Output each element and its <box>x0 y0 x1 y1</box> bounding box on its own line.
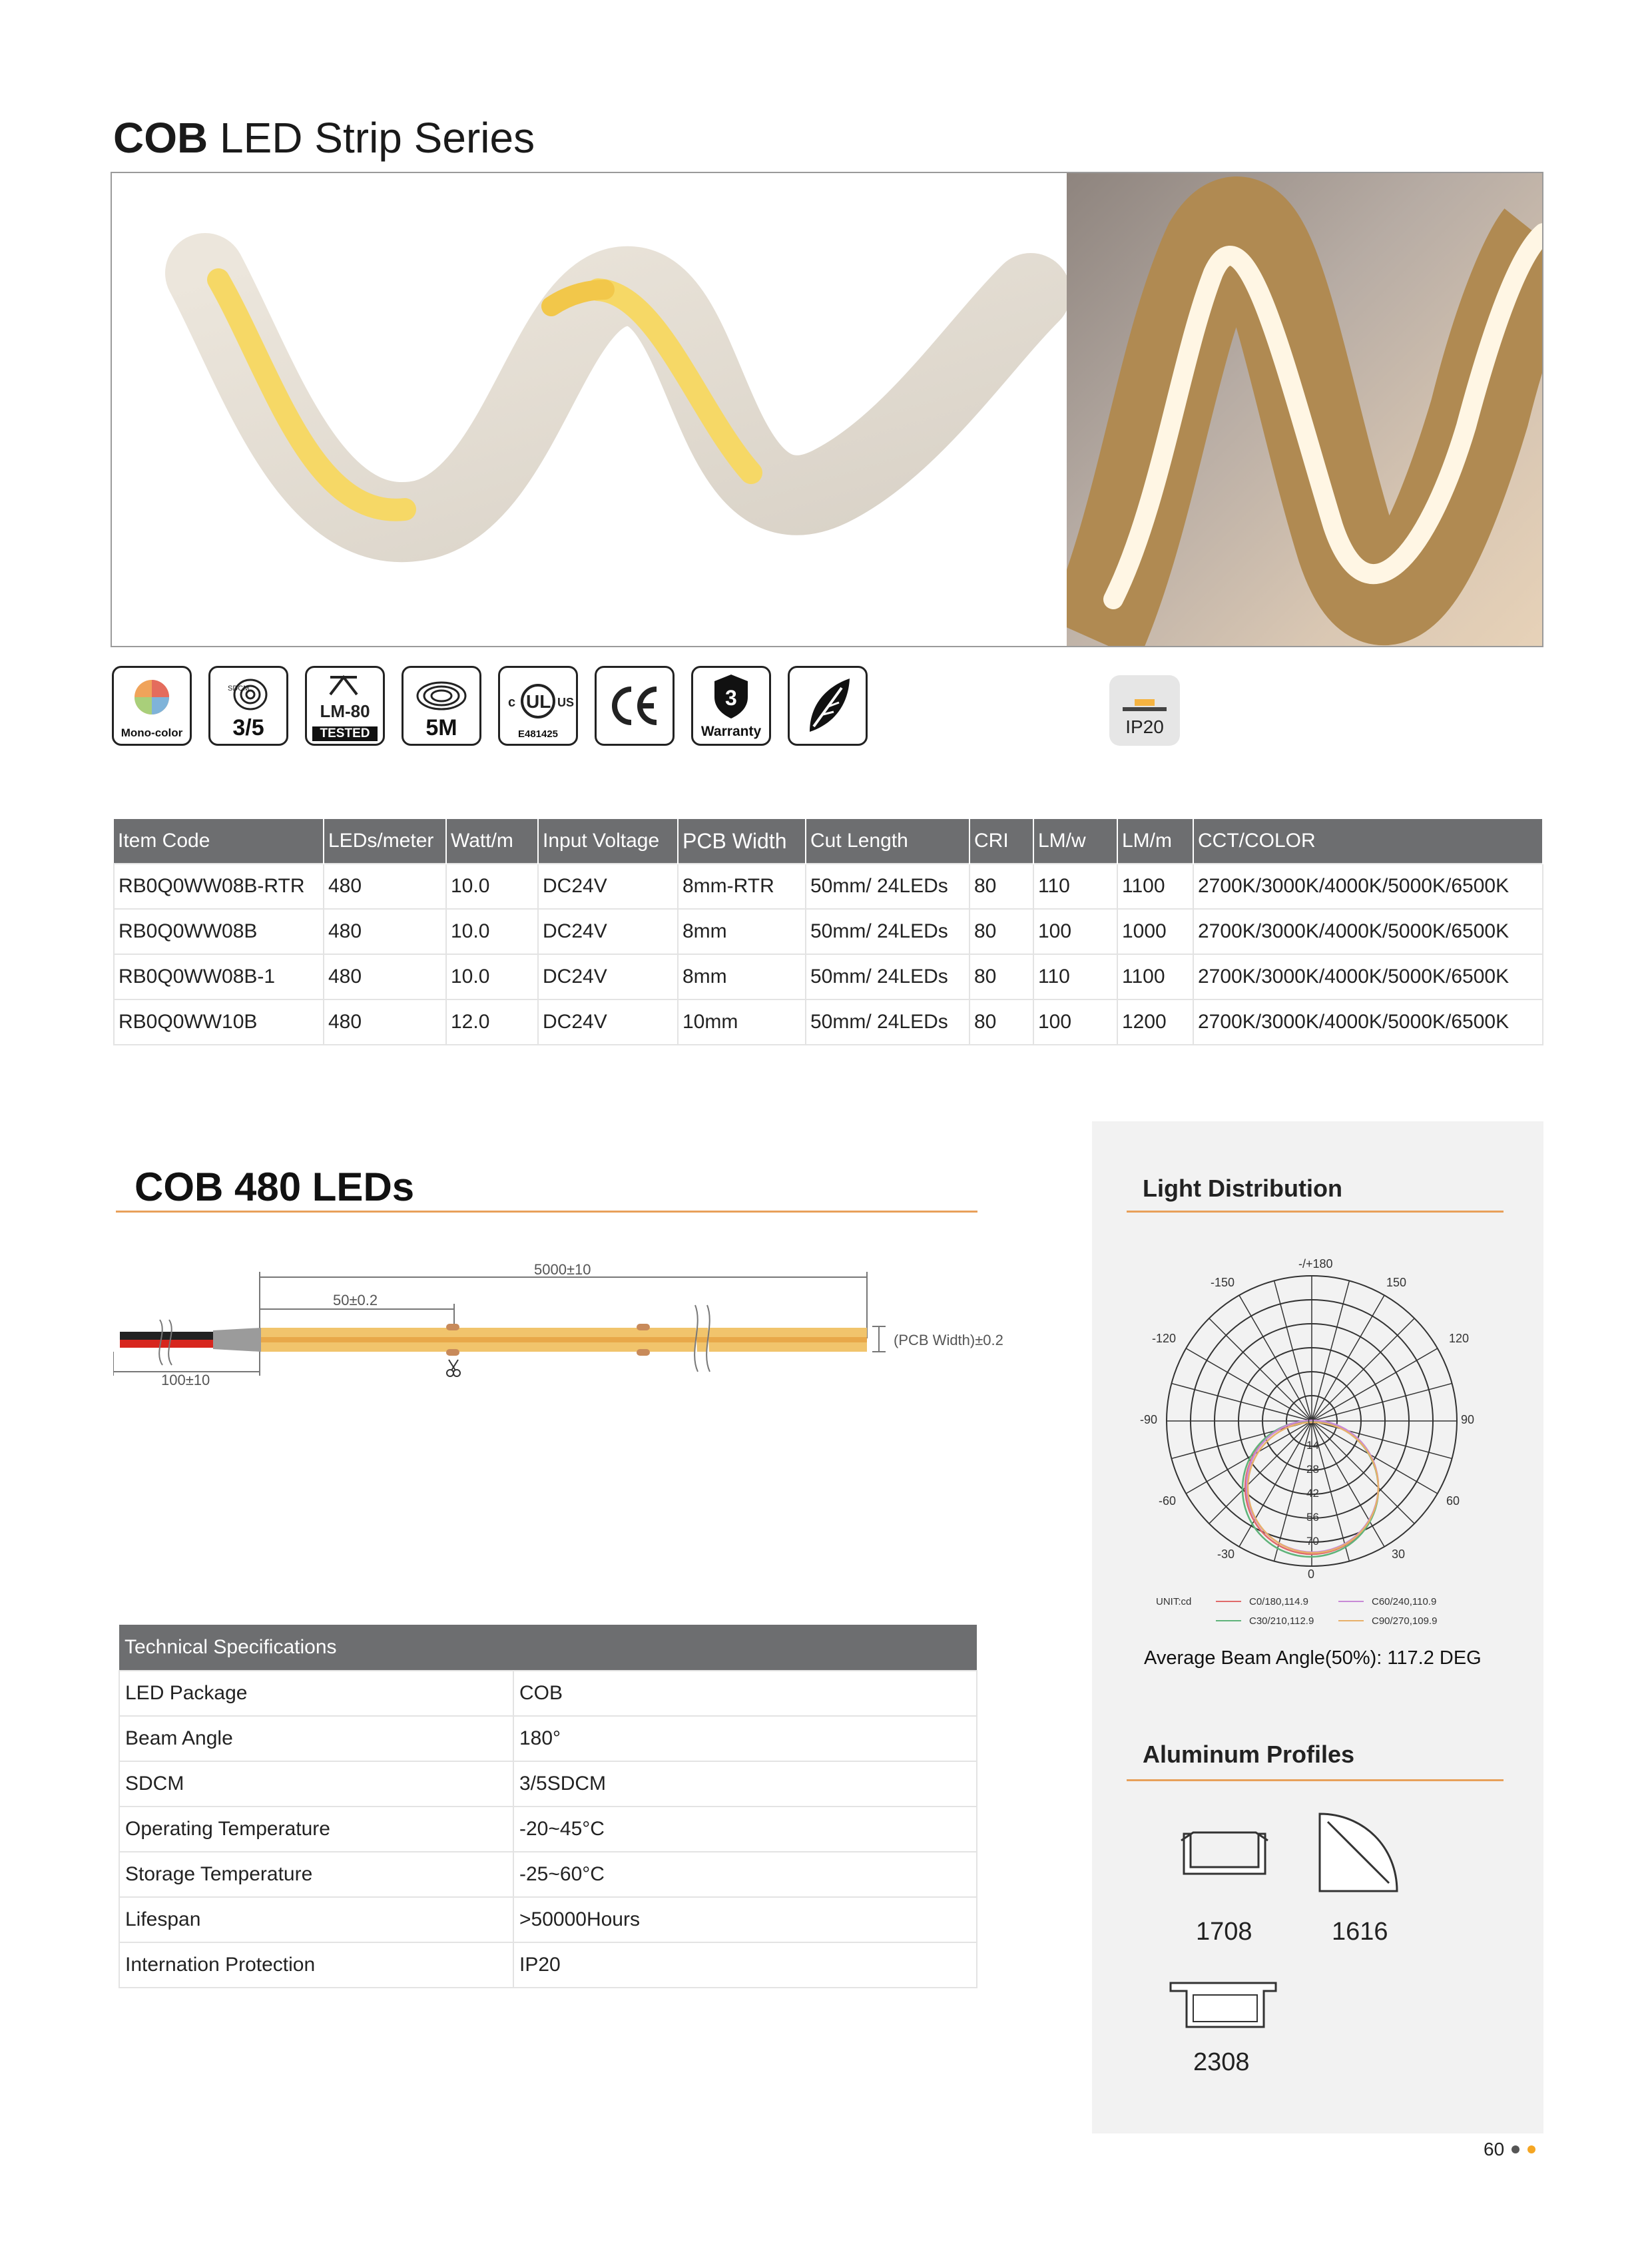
spec-key: Operating Temperature <box>119 1807 513 1852</box>
warranty-badge: 3 Warranty <box>691 666 771 746</box>
strip-bar-icon <box>1123 707 1167 711</box>
table-row <box>119 1942 977 1988</box>
cell: 2700K/3000K/4000K/5000K/6500K <box>1193 999 1543 1045</box>
polar-spoke <box>1186 1421 1312 1494</box>
cell: 110 <box>1033 954 1117 999</box>
profile-label: 1616 <box>1332 1918 1388 1946</box>
legend-c90: C90/270,109.9 <box>1372 1615 1438 1627</box>
cell: RB0Q0WW08B-1 <box>114 954 324 999</box>
legend-c60: C60/240,110.9 <box>1372 1596 1437 1607</box>
col-lmw: LM/w <box>1033 819 1117 864</box>
cell: 10.0 <box>446 909 538 954</box>
cell: 8mm <box>678 954 806 999</box>
lead-length-label: 100±10 <box>161 1372 210 1388</box>
cell: 110 <box>1033 864 1117 909</box>
cell: 100 <box>1033 909 1117 954</box>
polar-spoke <box>1312 1295 1384 1421</box>
profile-2308-icon <box>1167 1974 1280 2040</box>
pcb-width-label: (PCB Width)±0.2 <box>894 1332 1003 1348</box>
spec-value: -25~60°C <box>513 1852 977 1897</box>
cell: 50mm/ 24LEDs <box>806 909 969 954</box>
svg-text:US: US <box>557 696 575 709</box>
table-row <box>114 864 1543 909</box>
cell: 1000 <box>1117 909 1193 954</box>
color-wheel-icon <box>135 680 169 714</box>
cell: 480 <box>324 999 446 1045</box>
legend-c30: C30/210,112.9 <box>1249 1615 1314 1627</box>
polar-spoke <box>1209 1318 1312 1421</box>
angle-label: 120 <box>1449 1332 1470 1345</box>
angle-label: -120 <box>1152 1332 1177 1345</box>
leaf-badge <box>788 666 868 746</box>
cell: 80 <box>969 954 1033 999</box>
mono-color-badge: Mono-color <box>112 666 192 746</box>
col-input-voltage: Input Voltage <box>538 819 678 864</box>
table-row <box>114 954 1543 999</box>
tech-specs-title: Technical Specifications <box>119 1625 977 1671</box>
ul-icon <box>508 685 574 717</box>
table-row <box>119 1761 977 1807</box>
polar-spoke <box>1312 1421 1384 1547</box>
product-hero-image <box>111 172 1543 647</box>
spec-key: SDCM <box>119 1761 513 1807</box>
aluminum-profiles-divider <box>1127 1779 1504 1781</box>
radial-label: 28 <box>1306 1463 1319 1476</box>
spec-key: Beam Angle <box>119 1716 513 1761</box>
cell: 8mm <box>678 909 806 954</box>
total-length-label: 5000±10 <box>534 1261 591 1278</box>
cell: 1200 <box>1117 999 1193 1045</box>
table-row <box>119 1897 977 1942</box>
page-dot-gray <box>1512 2145 1519 2153</box>
page-dot-orange <box>1527 2145 1535 2153</box>
profile-1616-icon <box>1313 1807 1406 1900</box>
polar-spoke <box>1312 1318 1414 1421</box>
section-title: COB 480 LEDs <box>135 1165 415 1209</box>
spec-value: -20~45°C <box>513 1807 977 1852</box>
table-header-row <box>114 819 1543 864</box>
col-cct: CCT/COLOR <box>1193 819 1543 864</box>
cell: 10.0 <box>446 864 538 909</box>
col-watt: Watt/m <box>446 819 538 864</box>
table-row <box>114 909 1543 954</box>
sdcm-icon-text: SDCM <box>228 685 250 693</box>
product-spec-table <box>113 819 1543 1045</box>
table-header-row <box>119 1625 977 1671</box>
profile-label: 2308 <box>1193 2048 1250 2076</box>
cell: RB0Q0WW08B <box>114 909 324 954</box>
cell: 80 <box>969 999 1033 1045</box>
spec-key: Internation Protection <box>119 1942 513 1988</box>
segment-length-label: 50±0.2 <box>333 1292 378 1308</box>
col-cut-length: Cut Length <box>806 819 969 864</box>
cell: 2700K/3000K/4000K/5000K/6500K <box>1193 954 1543 999</box>
cell: 100 <box>1033 999 1117 1045</box>
angle-label: -30 <box>1217 1547 1235 1561</box>
table-row <box>119 1671 977 1716</box>
col-pcb-width: PCB Width <box>678 819 806 864</box>
profile-1708-icon <box>1179 1821 1272 1887</box>
cell: 12.0 <box>446 999 538 1045</box>
spec-value: >50000Hours <box>513 1897 977 1942</box>
spec-key: Lifespan <box>119 1897 513 1942</box>
table-row <box>119 1852 977 1897</box>
page-title: COB LED Strip Series <box>113 114 535 162</box>
ip20-badge: IP20 <box>1109 675 1180 746</box>
col-leds-meter: LEDs/meter <box>324 819 446 864</box>
polar-spoke <box>1239 1421 1312 1547</box>
light-distribution-title: Light Distribution <box>1143 1175 1342 1202</box>
cell: 80 <box>969 909 1033 954</box>
leaf-icon <box>810 679 850 732</box>
angle-label: -/+180 <box>1298 1257 1333 1270</box>
polar-spoke <box>1312 1421 1438 1494</box>
cell: 1100 <box>1117 864 1193 909</box>
radial-label: 14 <box>1306 1439 1319 1452</box>
table-row <box>119 1716 977 1761</box>
angle-label: -150 <box>1211 1276 1235 1289</box>
cell: DC24V <box>538 954 678 999</box>
reel-badge: 5M <box>402 666 481 746</box>
spec-value: COB <box>513 1671 977 1716</box>
cell: RB0Q0WW08B-RTR <box>114 864 324 909</box>
aluminum-profiles-title: Aluminum Profiles <box>1143 1741 1355 1768</box>
strip-dimension-drawing <box>113 1259 1045 1392</box>
cell: 10.0 <box>446 954 538 999</box>
cell: 80 <box>969 864 1033 909</box>
table-row <box>119 1807 977 1852</box>
profile-label: 1708 <box>1196 1918 1252 1946</box>
cell: DC24V <box>538 999 678 1045</box>
angle-label: -60 <box>1159 1494 1177 1508</box>
cell: 50mm/ 24LEDs <box>806 999 969 1045</box>
polar-spoke <box>1209 1421 1312 1524</box>
wire-leads <box>120 1328 261 1352</box>
table-row <box>114 999 1543 1045</box>
reel-icon <box>417 683 465 709</box>
spec-key: Storage Temperature <box>119 1852 513 1897</box>
angle-label: 150 <box>1386 1276 1407 1289</box>
polar-light-distribution-chart <box>1132 1245 1478 1638</box>
svg-text:c: c <box>508 695 516 710</box>
page-number: 60 <box>1484 2139 1505 2159</box>
polar-spoke <box>1312 1348 1438 1421</box>
cell: 8mm-RTR <box>678 864 806 909</box>
ce-badge <box>595 666 675 746</box>
warranty-years: 3 <box>725 686 737 710</box>
spec-key: LED Package <box>119 1671 513 1716</box>
col-lmm: LM/m <box>1117 819 1193 864</box>
cell: RB0Q0WW10B <box>114 999 324 1045</box>
col-item-code: Item Code <box>114 819 324 864</box>
led-chip-icon <box>1135 699 1155 706</box>
angle-label: 30 <box>1392 1547 1406 1561</box>
radial-label: 0 <box>1308 1415 1314 1428</box>
spec-value: IP20 <box>513 1942 977 1988</box>
ce-icon <box>615 689 657 722</box>
svg-text:UL: UL <box>526 691 551 712</box>
cell: DC24V <box>538 864 678 909</box>
legend-c0: C0/180,114.9 <box>1249 1596 1308 1607</box>
cell: 50mm/ 24LEDs <box>806 864 969 909</box>
ul-badge: UL c US E481425 <box>498 666 578 746</box>
radial-label: 70 <box>1306 1535 1319 1547</box>
angle-label: 60 <box>1446 1494 1460 1508</box>
spec-value: 180° <box>513 1716 977 1761</box>
radial-label: 42 <box>1306 1487 1319 1500</box>
cell: 480 <box>324 954 446 999</box>
cell: 2700K/3000K/4000K/5000K/6500K <box>1193 909 1543 954</box>
cell: 480 <box>324 909 446 954</box>
sdcm-badge: SDCM 3/5 <box>208 666 288 746</box>
radial-label: 56 <box>1306 1511 1319 1524</box>
cell: 50mm/ 24LEDs <box>806 954 969 999</box>
polar-spoke <box>1312 1421 1414 1524</box>
polar-spoke <box>1239 1295 1312 1421</box>
scissors-icon <box>447 1360 460 1376</box>
led-strip-photo-lit <box>1067 173 1543 647</box>
cell: 2700K/3000K/4000K/5000K/6500K <box>1193 864 1543 909</box>
lm80-badge: LM-80 TESTED <box>305 666 385 746</box>
cell: 10mm <box>678 999 806 1045</box>
light-distribution-divider <box>1127 1211 1504 1213</box>
angle-label: 90 <box>1461 1413 1475 1426</box>
angle-label: -90 <box>1140 1413 1158 1426</box>
cell: 480 <box>324 864 446 909</box>
led-strip-photo-left <box>112 173 1067 647</box>
lm80-icon <box>330 677 357 695</box>
legend-unit: UNIT:cd <box>1156 1596 1192 1607</box>
spec-value: 3/5SDCM <box>513 1761 977 1807</box>
section-divider <box>116 1211 977 1213</box>
technical-specifications-table <box>119 1625 977 1988</box>
cell: 1100 <box>1117 954 1193 999</box>
polar-spoke <box>1186 1348 1312 1421</box>
cell: DC24V <box>538 909 678 954</box>
angle-label: 0 <box>1308 1567 1315 1581</box>
average-beam-angle: Average Beam Angle(50%): 117.2 DEG <box>1144 1647 1482 1669</box>
col-cri: CRI <box>969 819 1033 864</box>
